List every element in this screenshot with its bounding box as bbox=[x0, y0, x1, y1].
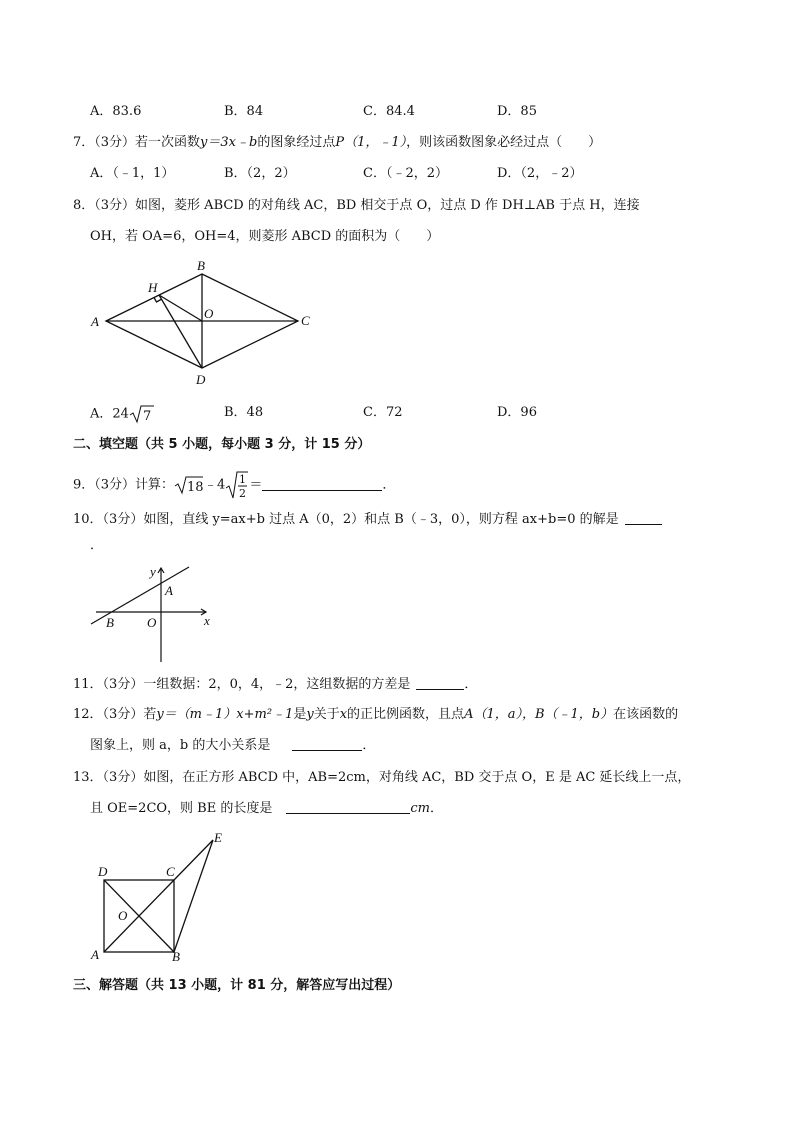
q7-option-a: A．（﹣1，1） bbox=[90, 166, 175, 181]
section-3-heading: 三、解答题（共 13 小题，计 81 分，解答应写出过程） bbox=[73, 978, 401, 993]
label-e: E bbox=[214, 830, 222, 845]
label-o: O bbox=[118, 908, 128, 923]
svg-text:7: 7 bbox=[142, 409, 152, 424]
q10-answer-blank[interactable] bbox=[625, 511, 662, 525]
q13-answer-blank[interactable] bbox=[286, 800, 410, 814]
svg-text:1: 1 bbox=[239, 473, 247, 486]
svg-text:18: 18 bbox=[187, 480, 204, 495]
q7-stem: 7．（3分）若一次函数y＝3x﹣b的图象经过点P（1，﹣1），则该函数图象必经过点（ ） bbox=[73, 135, 602, 150]
q7-option-c: C．（﹣2，2） bbox=[363, 166, 448, 181]
q12-stem-line2: 图象上，则 a，b 的大小关系是 ． bbox=[90, 738, 376, 753]
sqrt-icon bbox=[174, 475, 204, 495]
q10-graph-figure bbox=[88, 562, 218, 664]
label-o: O bbox=[204, 306, 214, 321]
label-a: A bbox=[91, 947, 99, 962]
label-x: x bbox=[204, 613, 210, 628]
q6-option-c: C．84.4 bbox=[363, 104, 415, 119]
q8-stem-line2: OH，若 OA=6，OH=4，则菱形 ABCD 的面积为（ ） bbox=[90, 229, 440, 244]
q13-stem-line2: 且 OE=2CO，则 BE 的长度是 cm． bbox=[90, 801, 443, 816]
q11-answer-blank[interactable] bbox=[416, 676, 464, 690]
q6-option-d: D．85 bbox=[497, 104, 537, 119]
q11-stem: 11．（3分）一组数据：2，0，4，﹣2，这组数据的方差是 ． bbox=[73, 677, 478, 692]
label-y: y bbox=[150, 564, 156, 579]
svg-text:2: 2 bbox=[239, 487, 247, 500]
q10-stem-line2: ． bbox=[90, 538, 104, 553]
sqrt-icon bbox=[129, 404, 155, 424]
label-b: B bbox=[106, 615, 114, 630]
section-2-heading: 二、填空题（共 5 小题，每小题 3 分，计 15 分） bbox=[73, 437, 371, 452]
sqrt-fraction-icon bbox=[225, 470, 249, 500]
q8-stem-line1: 8．（3分）如图，菱形 ABCD 的对角线 AC，BD 相交于点 O，过点 D 作 DH⊥AB 于点 H，连接 bbox=[73, 198, 640, 213]
q7-function: y＝3x﹣b bbox=[200, 135, 258, 150]
label-a: A bbox=[91, 314, 99, 329]
q7-option-d: D．（2，﹣2） bbox=[497, 166, 583, 181]
q7-option-b: B．（2，2） bbox=[224, 166, 296, 181]
label-c: C bbox=[166, 864, 175, 879]
q9-stem: 9．（3分）计算： 18 ﹣4 1 2 ＝ ． bbox=[73, 470, 395, 494]
label-d: D bbox=[196, 372, 206, 387]
q13-stem-line1: 13．（3分）如图，在正方形 ABCD 中，AB=2cm，对角线 AC，BD 交于点 O，E 是 AC 延长线上一点， bbox=[73, 770, 691, 785]
q13-square-figure bbox=[86, 828, 236, 964]
label-b: B bbox=[172, 949, 180, 964]
q12-function: y＝（m﹣1）x+m²﹣1 bbox=[156, 707, 294, 722]
q12-answer-blank[interactable] bbox=[292, 737, 362, 751]
q6-option-b: B．84 bbox=[224, 104, 264, 119]
q8-rhombus-figure bbox=[88, 258, 323, 390]
q12-stem-line1: 12．（3分）若y＝（m﹣1）x+m²﹣1是y关于x的正比例函数，且点A（1，a），B（﹣1，b）在该函数的 bbox=[73, 707, 679, 722]
label-h: H bbox=[148, 280, 158, 295]
q8-option-d: D．96 bbox=[497, 405, 537, 420]
q9-answer-blank[interactable] bbox=[262, 477, 382, 491]
q8-option-a: A．24 7 bbox=[90, 404, 155, 424]
label-b: B bbox=[197, 258, 205, 273]
segment-oh bbox=[159, 295, 202, 321]
label-c: C bbox=[301, 313, 310, 328]
q6-option-a: A．83.6 bbox=[90, 104, 142, 119]
label-o: O bbox=[147, 615, 157, 630]
extension-ce bbox=[174, 840, 213, 880]
label-d: D bbox=[98, 864, 108, 879]
q7-point: P（1，﹣1） bbox=[335, 135, 407, 150]
label-a: A bbox=[165, 583, 173, 598]
q8-option-c: C．72 bbox=[363, 405, 403, 420]
q12-points: A（1，a），B（﹣1，b） bbox=[464, 707, 614, 722]
segment-be bbox=[174, 840, 213, 952]
right-angle-mark bbox=[154, 298, 161, 303]
q10-stem-line1: 10．（3分）如图，直线 y=ax+b 过点 A（0，2）和点 B（﹣3，0），则方程 ax+b=0 的解是 bbox=[73, 511, 662, 529]
q8-option-b: B．48 bbox=[224, 405, 264, 420]
